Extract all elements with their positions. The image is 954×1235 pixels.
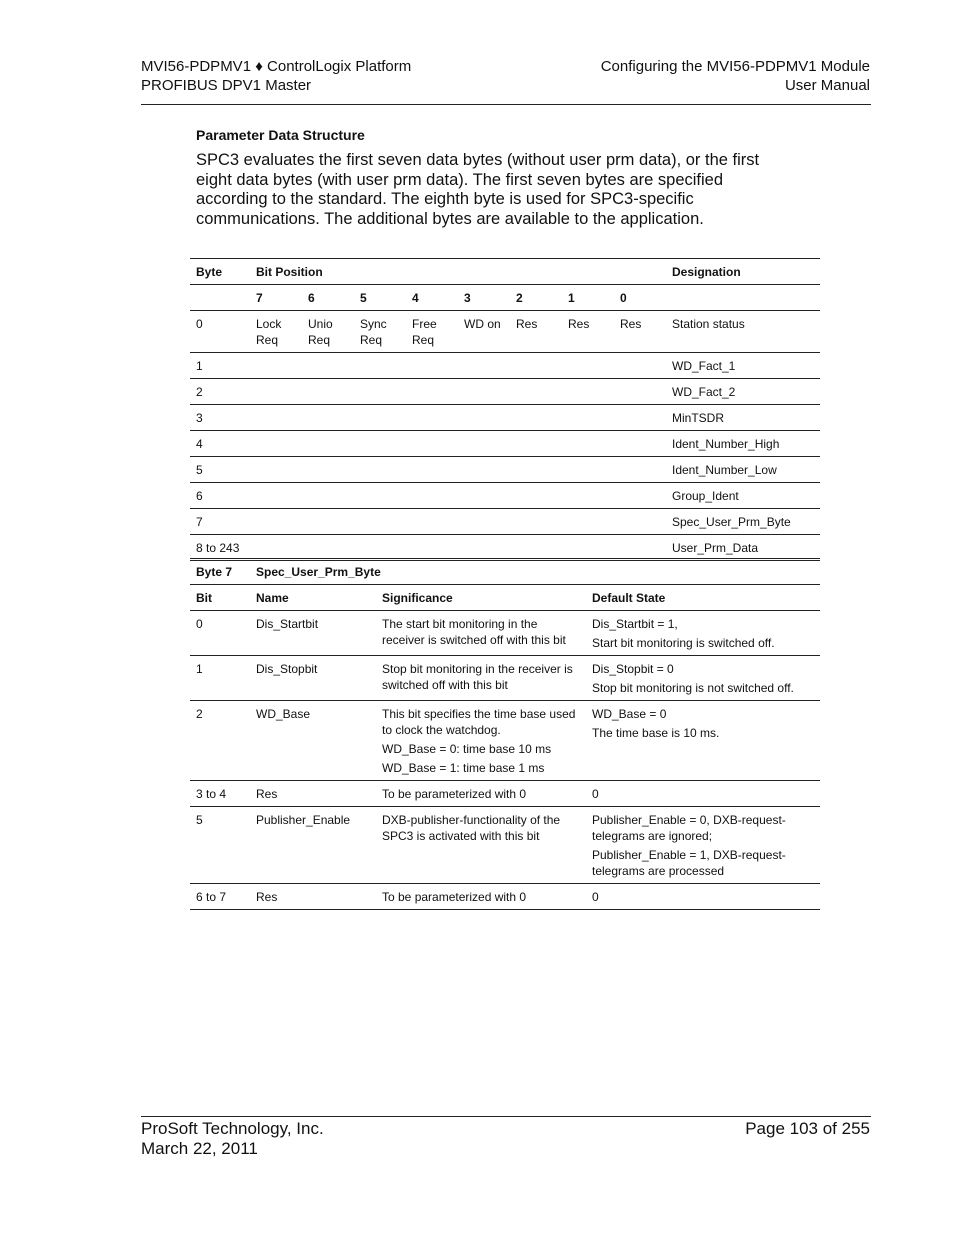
significance-cell: DXB-publisher-functionality of the SPC3 is activated with this bit	[382, 813, 561, 843]
table-row	[190, 311, 820, 353]
header-doc-type: User Manual	[784, 77, 870, 94]
table-title-row	[190, 559, 820, 585]
significance-cell: The start bit monitoring in the receiver is switched off with this bit	[382, 617, 566, 647]
designation-cell: Spec_User_Prm_Byte	[672, 515, 791, 529]
bit-cell: Res	[568, 317, 590, 331]
bit-number-row	[190, 285, 820, 311]
bit-number: 3	[464, 291, 471, 305]
bit-number: 6	[308, 291, 315, 305]
header-right	[601, 57, 870, 95]
bit-cell: Free Req	[412, 317, 437, 347]
significance-cell: To be parameterized with 0	[382, 787, 527, 801]
bit-cell: Lock Req	[256, 317, 282, 347]
default-cell: WD_Base = 0 The time base is 10 ms.	[592, 707, 720, 740]
bit-number: 0	[620, 291, 627, 305]
name-cell: Res	[256, 787, 278, 801]
bit-cell: Res	[620, 317, 642, 331]
default-cell: Dis_Startbit = 1, Start bit monitoring is switched off.	[592, 617, 775, 650]
table-row	[190, 483, 820, 509]
bit-number: 7	[256, 291, 263, 305]
byte-cell: 1	[196, 359, 203, 373]
designation-cell: Group_Ident	[672, 489, 739, 503]
table-row	[190, 405, 820, 431]
header-product: MVI56-PDPMV1 ♦ ControlLogix Platform	[141, 58, 412, 75]
table-row	[190, 431, 820, 457]
header-row	[190, 585, 820, 611]
footer-company: ProSoft Technology, Inc.	[141, 1119, 324, 1138]
header-protocol: PROFIBUS DPV1 Master	[141, 77, 312, 94]
byte-cell: 5	[196, 463, 203, 477]
table-row	[190, 535, 820, 561]
col-header-bit: Bit	[196, 591, 212, 605]
col-header-significance: Significance	[382, 591, 453, 605]
byte-cell: 7	[196, 515, 203, 529]
bit-number: 5	[360, 291, 367, 305]
designation-cell: Ident_Number_High	[672, 437, 780, 451]
designation-cell: WD_Fact_1	[672, 359, 736, 373]
bit-cell: 0	[196, 617, 203, 631]
significance-cell: To be parameterized with 0	[382, 890, 527, 904]
bit-cell: Res	[516, 317, 538, 331]
col-header-bit-position: Bit Position	[256, 265, 323, 279]
footer-divider	[141, 1116, 871, 1117]
bit-number: 1	[568, 291, 575, 305]
section-title: Parameter Data Structure	[196, 127, 365, 143]
designation-cell: WD_Fact_2	[672, 385, 736, 399]
table-title-name: Spec_User_Prm_Byte	[256, 565, 381, 579]
default-cell: Publisher_Enable = 0, DXB-request-telegrams are ignored; Publisher_Enable = 1, DXB-request-telegrams are processed	[592, 813, 786, 878]
designation-cell: User_Prm_Data	[672, 541, 759, 555]
bit-cell: 5	[196, 813, 203, 827]
header-left	[141, 57, 411, 95]
designation-cell: Ident_Number_Low	[672, 463, 777, 477]
col-header-default-state: Default State	[592, 591, 666, 605]
byte-cell: 8 to 243	[196, 541, 240, 555]
table-row	[190, 611, 820, 656]
byte-cell: 4	[196, 437, 203, 451]
byte-cell: 6	[196, 489, 203, 503]
bit-number: 4	[412, 291, 419, 305]
significance-cell: This bit specifies the time base used to clock the watchdog. WD_Base = 0: time base 10 ms WD_Base = 1: time base 1 ms	[382, 707, 576, 775]
table-row	[190, 457, 820, 483]
footer-date: March 22, 2011	[141, 1139, 258, 1158]
designation-cell: MinTSDR	[672, 411, 725, 425]
default-cell: 0	[592, 787, 599, 801]
table-row	[190, 807, 820, 884]
name-cell: Dis_Startbit	[256, 617, 319, 631]
bit-number: 2	[516, 291, 523, 305]
name-cell: Res	[256, 890, 278, 904]
bit-cell: WD on	[464, 317, 501, 331]
bit-cell: 2	[196, 707, 203, 721]
col-header-byte: Byte	[196, 265, 223, 279]
byte-cell: 0	[196, 317, 203, 331]
byte-cell: 2	[196, 385, 203, 399]
name-cell: WD_Base	[256, 707, 311, 721]
table-row	[190, 884, 820, 910]
bit-cell: Unio Req	[308, 317, 333, 347]
header-row	[190, 259, 820, 285]
header-chapter: Configuring the MVI56-PDPMV1 Module	[600, 58, 870, 75]
default-cell: Dis_Stopbit = 0 Stop bit monitoring is not switched off.	[592, 662, 794, 695]
bit-cell: 3 to 4	[196, 787, 227, 801]
bit-cell: Sync Req	[360, 317, 387, 347]
spec-user-prm-byte-table	[190, 558, 820, 910]
col-header-name: Name	[256, 591, 289, 605]
byte-cell: 3	[196, 411, 203, 425]
page-number: Page 103 of 255	[745, 1119, 870, 1138]
name-cell: Dis_Stopbit	[256, 662, 318, 676]
parameter-data-table	[190, 258, 820, 561]
table-title-byte: Byte 7	[196, 565, 233, 579]
footer-left	[141, 1119, 324, 1159]
designation-cell: Station status	[672, 317, 745, 331]
table-row	[190, 353, 820, 379]
default-cell: 0	[592, 890, 599, 904]
bit-cell: 1	[196, 662, 203, 676]
table-row	[190, 509, 820, 535]
table-row	[190, 379, 820, 405]
name-cell: Publisher_Enable	[256, 813, 351, 827]
table-row	[190, 781, 820, 807]
intro-paragraph: SPC3 evaluates the first seven data bytes (without user prm data), or the first eight data bytes (with user prm data). The first seven bytes are specified according to the standard. The eighth byte is used for SPC3-specific communications. The additional bytes are available to the application.	[196, 151, 760, 228]
table-row	[190, 701, 820, 781]
bit-cell: 6 to 7	[196, 890, 227, 904]
footer-right	[745, 1119, 870, 1139]
col-header-designation: Designation	[672, 265, 741, 279]
table-row	[190, 656, 820, 701]
header-divider	[141, 104, 871, 105]
significance-cell: Stop bit monitoring in the receiver is switched off with this bit	[382, 662, 573, 692]
